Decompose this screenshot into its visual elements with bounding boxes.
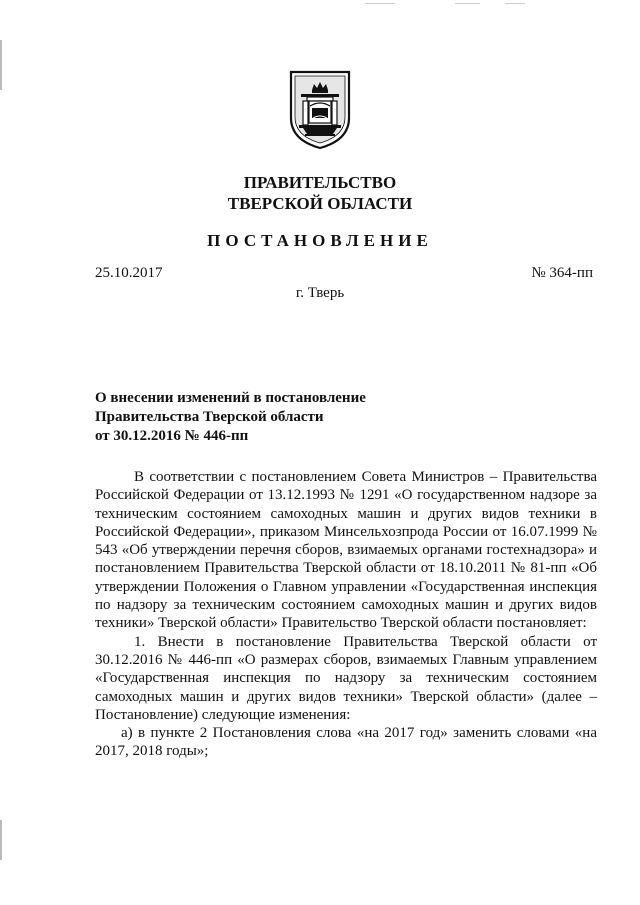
document-body bbox=[95, 468, 597, 761]
title-line3: от 30.12.2016 № 446-пп bbox=[95, 428, 249, 444]
document-type: ПОСТАНОВЛЕНИЕ bbox=[207, 231, 433, 250]
scan-edge-mark bbox=[0, 820, 2, 860]
document-date: 25.10.2017 bbox=[95, 265, 163, 281]
document-number: № 364-пп bbox=[531, 265, 593, 281]
org-name-line2: ТВЕРСКОЙ ОБЛАСТИ bbox=[227, 194, 413, 213]
body-paragraph-1: В соответствии с постановлением Совета Министров – Правительства Российской Федерации от 13.12.1993 № 1291 «О государственном надзоре за техническим состоянием самоходных машин и других видов техники в Российской Федерации», приказом Минсельхозпрода России от 16.07.1999 № 543 «Об утверждении перечня сборов, взимаемых органами гостехнадзора» и постановлением Правительства Тверской области от 18.10.2011 № 81-пп «Об утверждении Положения о Главном управлении «Государственная инспекция по надзору за техническим состоянием самоходных машин и других видов техники» Тверской области» Правительство Тверской области постановляет: bbox=[95, 469, 597, 632]
title-line1: О внесении изменений в постановление bbox=[95, 390, 366, 406]
coat-of-arms-emblem bbox=[289, 70, 351, 150]
scan-artifact bbox=[505, 3, 525, 4]
org-name-line1: ПРАВИТЕЛЬСТВО bbox=[243, 173, 397, 192]
body-paragraph-2: 1. Внести в постановление Правительства Тверской области от 30.12.2016 № 446-пп «О размерах сборов, взимаемых Главным управлением «Государственная инспекция по надзору за техническим состоянием самоходных машин и других видов техники» Тверской области» (далее – Постановление) следующие изменения: bbox=[95, 633, 597, 723]
body-paragraph-3: а) в пункте 2 Постановления слова «на 2017 год» заменить словами «на 2017, 2018 годы»; bbox=[95, 725, 597, 760]
scan-edge-mark bbox=[0, 40, 2, 90]
title-line2: Правительства Тверской области bbox=[95, 409, 324, 425]
document-title bbox=[95, 389, 366, 446]
scan-artifact bbox=[455, 3, 480, 4]
scan-artifact bbox=[365, 3, 395, 4]
document-city: г. Тверь bbox=[295, 285, 345, 301]
